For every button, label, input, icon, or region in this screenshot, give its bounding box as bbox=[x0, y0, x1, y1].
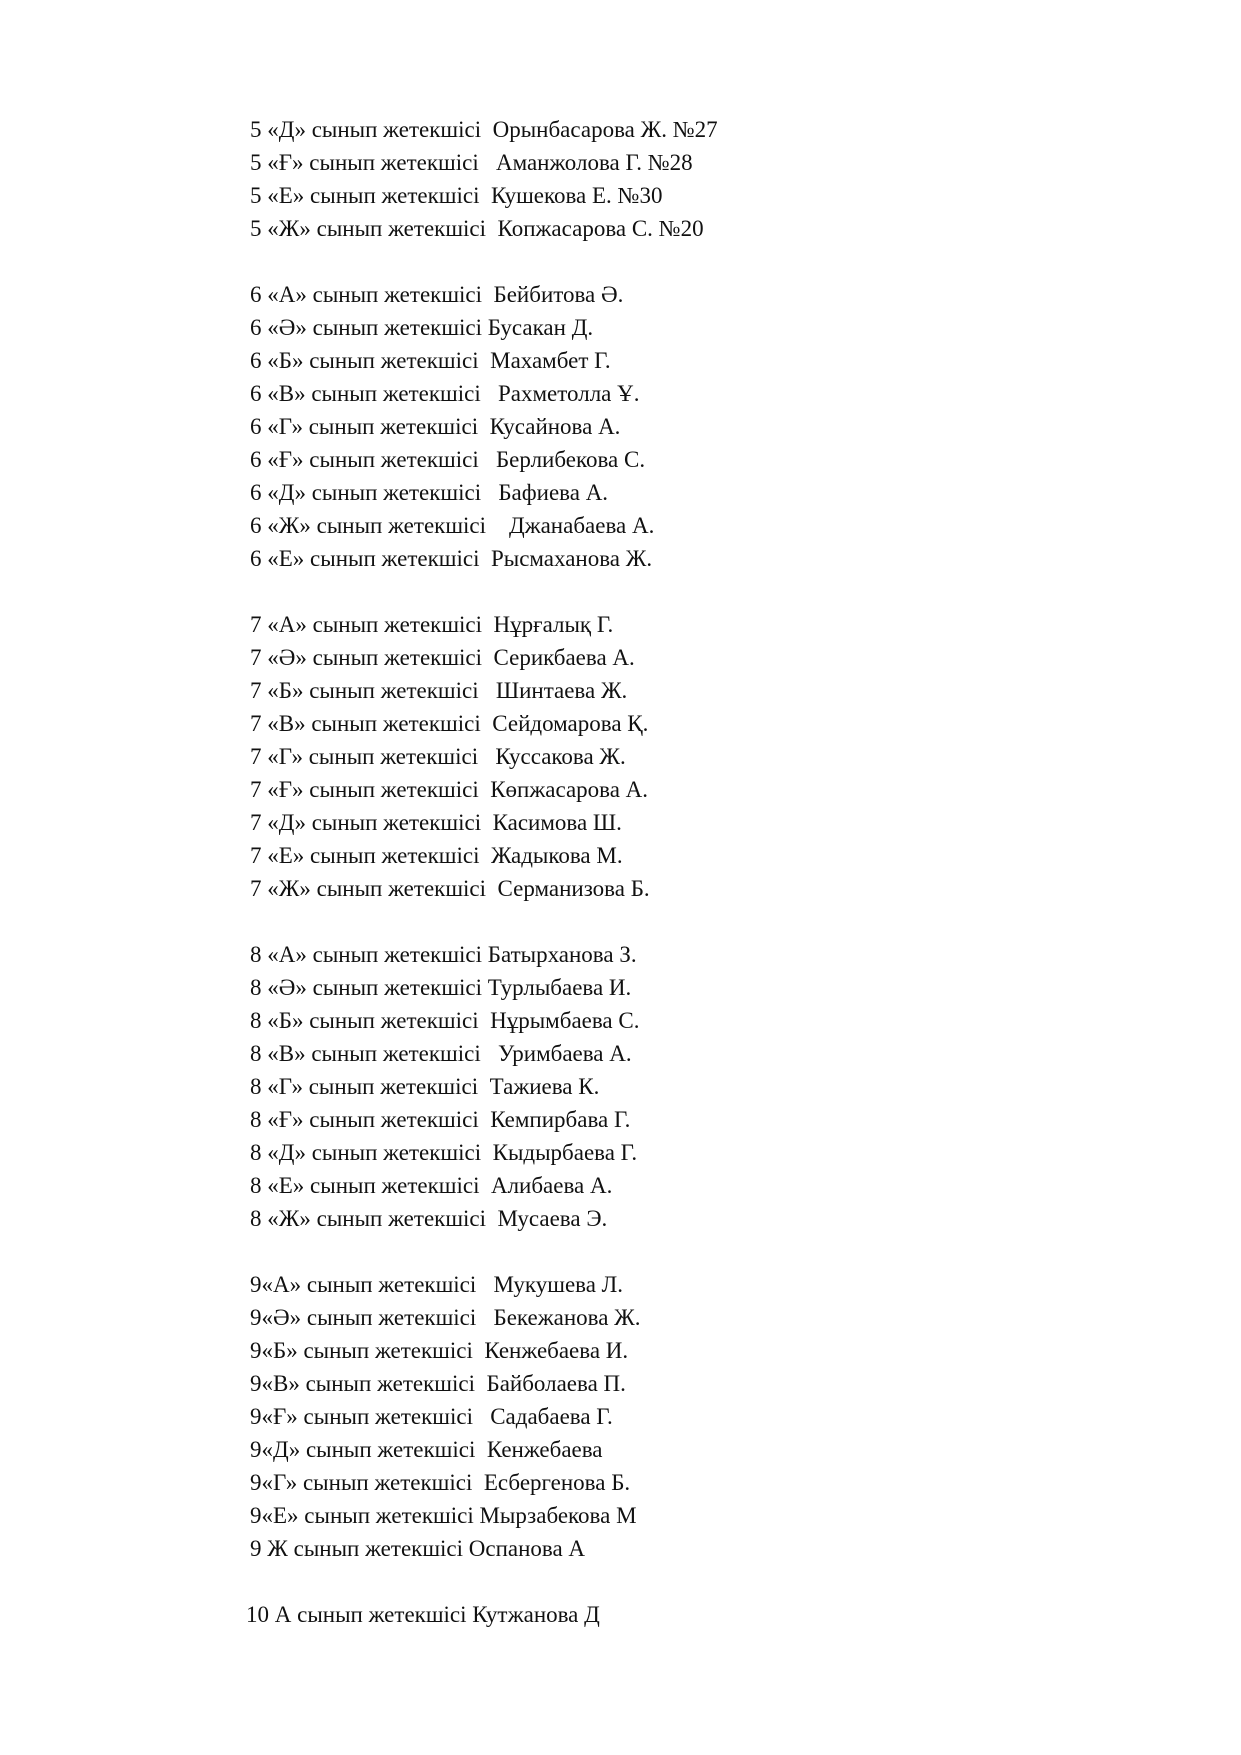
list-item: 7 «Д» сынып жетекшісі Касимова Ш. bbox=[250, 810, 622, 835]
list-item: 7 «Б» сынып жетекшісі Шинтаева Ж. bbox=[250, 678, 628, 703]
list-item: 7 «Ғ» сынып жетекшісі Көпжасарова А. bbox=[250, 777, 649, 802]
list-item: 7 «Ж» сынып жетекшісі Серманизова Б. bbox=[250, 876, 650, 901]
class-teacher-list bbox=[246, 113, 1150, 1664]
list-item: 7 «В» сынып жетекшісі Сейдомарова Қ. bbox=[250, 711, 649, 736]
list-item: 8 «Ж» сынып жетекшісі Мусаева Э. bbox=[250, 1206, 608, 1231]
list-item: 9 Ж сынып жетекшісі Оспанова А bbox=[250, 1536, 586, 1561]
list-item: 8 «Ғ» сынып жетекшісі Кемпирбава Г. bbox=[250, 1107, 631, 1132]
list-item: 10 А сынып жетекшісі Кутжанова Д bbox=[246, 1602, 600, 1627]
list-item: 9«Ғ» сынып жетекшісі Садабаева Г. bbox=[250, 1404, 613, 1429]
list-item: 6 «А» сынып жетекшісі Бейбитова Ә. bbox=[250, 282, 624, 307]
list-item: 9«Б» сынып жетекшісі Кенжебаева И. bbox=[250, 1338, 629, 1363]
list-item: 8 «Б» сынып жетекшісі Нұрымбаева С. bbox=[250, 1008, 640, 1033]
list-item: 8 «Д» сынып жетекшісі Кыдырбаева Г. bbox=[250, 1140, 638, 1165]
list-item: 6 «Ғ» сынып жетекшісі Берлибекова С. bbox=[250, 447, 646, 472]
grade-6-group bbox=[250, 278, 1150, 575]
list-item: 8 «А» сынып жетекшісі Батырханова З. bbox=[250, 942, 637, 967]
list-item: 9«Д» сынып жетекшісі Кенжебаева bbox=[250, 1437, 603, 1462]
list-item: 5 «Е» сынып жетекшісі Кушекова Е. №30 bbox=[250, 183, 663, 208]
list-item: 9«Г» сынып жетекшісі Есбергенова Б. bbox=[250, 1470, 631, 1495]
list-item: 9«Е» сынып жетекшісі Мырзабекова М bbox=[250, 1503, 637, 1528]
list-item: 8 «Е» сынып жетекшісі Алибаева А. bbox=[250, 1173, 613, 1198]
list-item: 6 «Б» сынып жетекшісі Махамбет Г. bbox=[250, 348, 611, 373]
list-item: 7 «Г» сынып жетекшісі Куссакова Ж. bbox=[250, 744, 626, 769]
list-item: 8 «Ә» сынып жетекшісі Турлыбаева И. bbox=[250, 975, 632, 1000]
grade-5-group bbox=[250, 113, 1150, 245]
list-item: 8 «В» сынып жетекшісі Уримбаева А. bbox=[250, 1041, 632, 1066]
list-item: 7 «Е» сынып жетекшісі Жадыкова М. bbox=[250, 843, 623, 868]
list-item: 6 «Е» сынып жетекшісі Рысмаханова Ж. bbox=[250, 546, 653, 571]
list-item: 6 «Г» сынып жетекшісі Кусайнова А. bbox=[250, 414, 621, 439]
grade-9-group bbox=[250, 1268, 1150, 1565]
list-item: 9«Ә» сынып жетекшісі Бекежанова Ж. bbox=[250, 1305, 641, 1330]
list-item: 7 «А» сынып жетекшісі Нұрғалық Г. bbox=[250, 612, 614, 637]
list-item: 7 «Ә» сынып жетекшісі Серикбаева А. bbox=[250, 645, 635, 670]
list-item: 6 «Д» сынып жетекшісі Бафиева А. bbox=[250, 480, 609, 505]
list-item: 8 «Г» сынып жетекшісі Тажиева К. bbox=[250, 1074, 600, 1099]
list-item: 6 «В» сынып жетекшісі Рахметолла Ұ. bbox=[250, 381, 640, 406]
grade-8-group bbox=[250, 938, 1150, 1235]
list-item: 5 «Ж» сынып жетекшісі Копжасарова С. №20 bbox=[250, 216, 704, 241]
grade-10-group bbox=[246, 1598, 1150, 1631]
list-item: 9«А» сынып жетекшісі Мукушева Л. bbox=[250, 1272, 624, 1297]
list-item: 9«В» сынып жетекшісі Байболаева П. bbox=[250, 1371, 626, 1396]
list-item: 6 «Ә» сынып жетекшісі Бусакан Д. bbox=[250, 315, 594, 340]
list-item: 5 «Д» сынып жетекшісі Орынбасарова Ж. №27 bbox=[250, 117, 718, 142]
list-item: 5 «Ғ» сынып жетекшісі Аманжолова Г. №28 bbox=[250, 150, 693, 175]
list-item: 6 «Ж» сынып жетекшісі Джанабаева А. bbox=[250, 513, 655, 538]
grade-7-group bbox=[250, 608, 1150, 905]
